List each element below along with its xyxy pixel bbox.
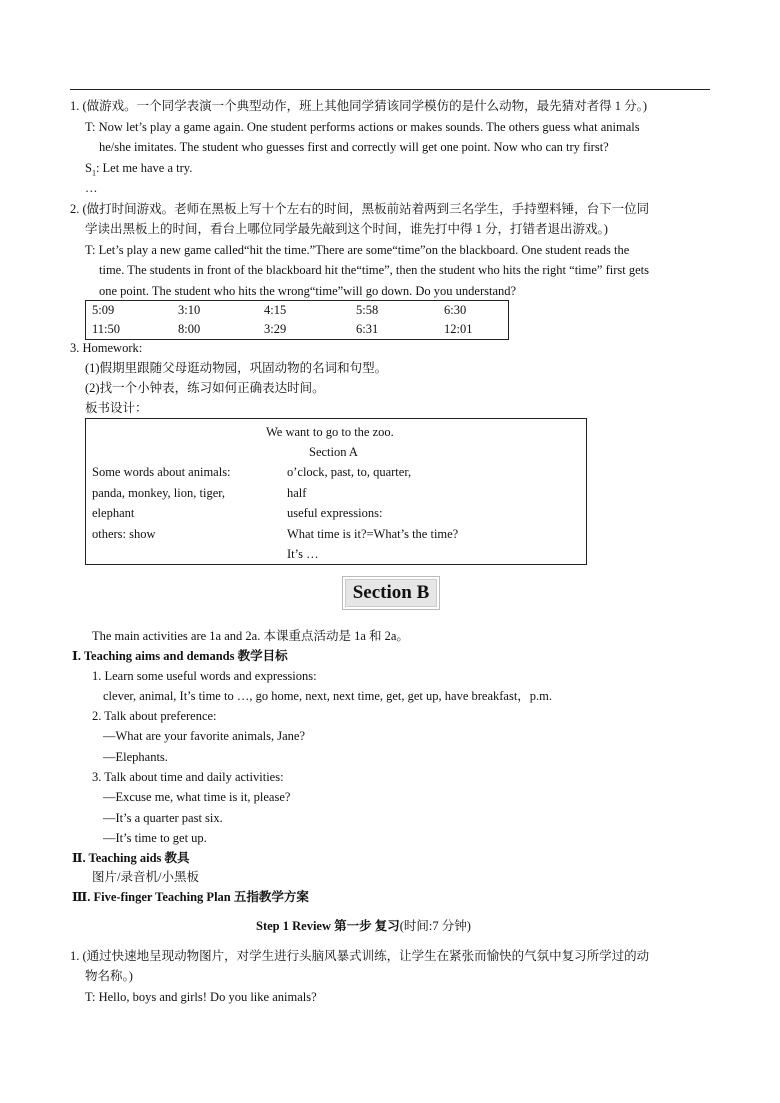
board-left-line: elephant (92, 506, 135, 520)
aims-item-3-line-a: —Excuse me, what time is it, please? (103, 790, 291, 804)
board-right-line: It’s … (287, 547, 319, 561)
table-cell: 3:29 (264, 322, 287, 336)
board-left-line: Some words about animals: (92, 465, 231, 479)
game1-teacher-line-1: T: Now let’s play a game again. One student performs actions or makes sounds. The others guess what animals (85, 120, 640, 134)
aims-item-3: 3. Talk about time and daily activities: (92, 770, 284, 784)
board-right-line: o’clock, past, to, quarter, (287, 465, 412, 479)
aims-item-3-line-b: —It’s a quarter past six. (103, 811, 223, 825)
table-cell: 5:58 (356, 303, 379, 317)
step-1-time: (时间:7 分钟) (399, 919, 471, 933)
board-right-line: What time is it?=What’s the time? (287, 527, 459, 541)
ellipsis: … (85, 181, 98, 195)
aids-heading: Ⅱ. Teaching aids 教具 (72, 851, 190, 865)
step-1-heading (256, 918, 471, 934)
table-cell: 3:10 (178, 303, 201, 317)
blackboard-design-box (85, 418, 587, 565)
aims-item-2-line-b: —Elephants. (103, 750, 168, 764)
aims-item-3-line-c: —It’s time to get up. (103, 831, 207, 845)
times-table (85, 300, 509, 340)
aims-item-1-detail: clever, animal, It’s time to …, go home, next, next time, get, get up, have breakfast，p.m. (103, 689, 553, 703)
game2-instruction-line-2: 学读出黑板上的时间，看台上哪位同学最先敲到这个时间，谁先打中得 1 分，打错者退出游戏。) (85, 222, 608, 236)
board-left-line: panda, monkey, lion, tiger, (92, 486, 226, 500)
plan-heading: Ⅲ. Five-finger Teaching Plan 五指教学方案 (72, 890, 309, 904)
intro-line: The main activities are 1a and 2a. 本课重点活动是 1a 和 2a。 (92, 629, 409, 643)
board-right-line: half (287, 486, 307, 500)
top-rule (70, 89, 710, 90)
game2-teacher-line-2: time. The students in front of the blackboard hit the“time”, then the student who hits the right “time” first gets (99, 263, 649, 277)
table-cell: 12:01 (444, 322, 473, 336)
game1-teacher-line-2: he/she imitates. The student who guesses first and correctly will get one point. Now who can try first? (99, 140, 609, 154)
step-1-title: Step 1 Review 第一步 复习 (256, 919, 400, 933)
homework-item-1: (1)假期里跟随父母逛动物园，巩固动物的名词和句型。 (85, 361, 388, 375)
review-instruction-line-2: 物名称。) (85, 969, 133, 983)
game2-instruction-line-1: 2. (做打时间游戏。老师在黑板上写十个左右的时间，黑板前站着两到三名学生，手持塑料锤，台下一位同 (70, 202, 650, 216)
aims-item-2: 2. Talk about preference: (92, 709, 217, 723)
homework-item-2: (2)找一个小钟表，练习如何正确表达时间。 (85, 381, 325, 395)
student-text: : Let me have a try. (95, 161, 193, 175)
game2-teacher-line-1: T: Let’s play a new game called“hit the time.”There are some“time”on the blackboard. One student reads the (85, 243, 630, 257)
review-instruction-line-1: 1. (通过快速地呈现动物图片，对学生进行头脑风暴式训练，让学生在紧张而愉快的气氛中复习所学过的动 (70, 949, 650, 963)
table-cell: 11:50 (92, 322, 121, 336)
student-label: S (85, 161, 92, 175)
section-b-heading: Section B (342, 576, 440, 610)
aids-items: 图片/录音机/小黑板 (92, 870, 199, 884)
review-teacher-line: T: Hello, boys and girls! Do you like animals? (85, 990, 317, 1004)
game1-student-line (85, 160, 192, 182)
board-section: Section A (309, 445, 358, 459)
game2-teacher-line-3: one point. The student who hits the wrong“time”will go down. Do you understand? (99, 284, 517, 298)
table-cell: 6:30 (444, 303, 467, 317)
student-number: 1 (91, 168, 96, 178)
homework-title: 3. Homework: (70, 341, 143, 355)
board-title: We want to go to the zoo. (266, 425, 394, 439)
table-cell: 5:09 (92, 303, 115, 317)
game1-instruction: 1. (做游戏。一个同学表演一个典型动作，班上其他同学猜该同学模仿的是什么动物，最先猜对者得 1 分。) (70, 99, 648, 113)
aims-item-2-line-a: —What are your favorite animals, Jane? (103, 729, 305, 743)
aims-item-1: 1. Learn some useful words and expressions: (92, 669, 317, 683)
table-cell: 6:31 (356, 322, 379, 336)
table-row (86, 320, 509, 340)
table-cell: 8:00 (178, 322, 201, 336)
board-design-label: 板书设计： (85, 401, 148, 415)
aims-heading: Ⅰ. Teaching aims and demands 教学目标 (72, 649, 288, 663)
board-right-line: useful expressions: (287, 506, 383, 520)
table-cell: 4:15 (264, 303, 287, 317)
board-left-line: others: show (92, 527, 156, 541)
table-row (86, 301, 509, 321)
